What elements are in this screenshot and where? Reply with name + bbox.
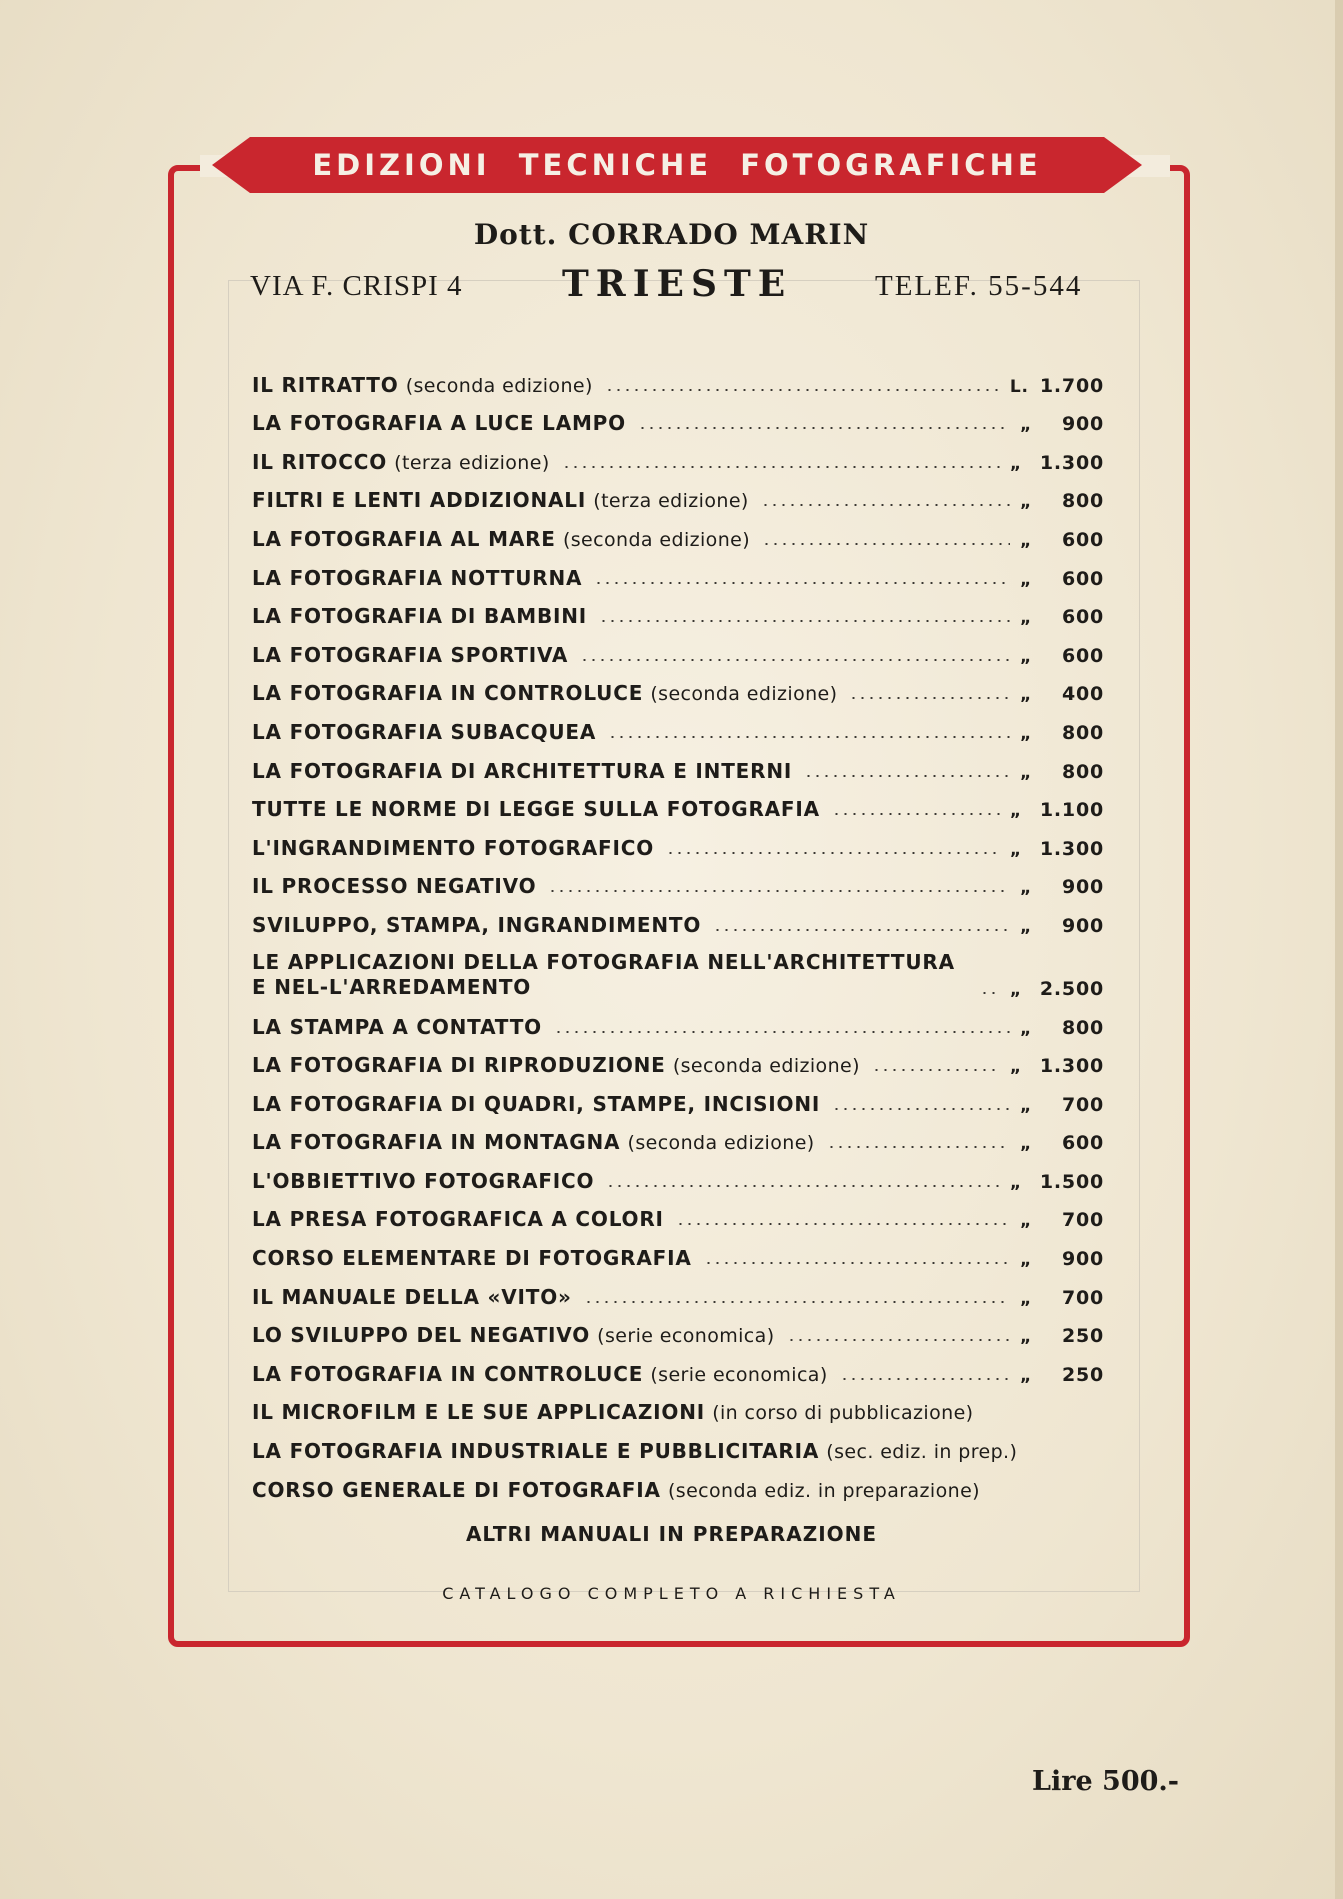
book-row [252,1039,1104,1078]
dot-leader [605,389,1000,391]
book-title: LA FOTOGRAFIA A LUCE LAMPO [252,411,626,436]
book-row [252,358,1104,397]
price-prefix: „ [1020,415,1032,436]
dot-leader [980,992,1000,994]
dot-leader [832,813,1000,815]
book-title-line [252,1207,664,1231]
book-title: LA PRESA FOTOGRAFICA A COLORI [252,1207,664,1232]
book-title: LA FOTOGRAFIA IN MONTAGNA [252,1130,621,1155]
book-row [252,1000,1104,1039]
book-price: 1.300 [1039,451,1104,474]
book-edition-note: (seconda ediz. in preparazione) [667,1479,980,1502]
price-prefix: „ [1020,1134,1032,1155]
book-title-line [252,566,582,590]
book-edition-note: (seconda edizione) [672,1055,860,1078]
book-price: 400 [1061,683,1104,706]
catalog-request-note: CATALOGO COMPLETO A RICHIESTA [442,1584,901,1603]
dot-leader [580,659,1010,661]
book-row [252,1193,1104,1232]
book-edition-note: (terza edizione) [394,451,550,474]
book-price: 600 [1061,1132,1104,1155]
book-edition-note: (serie economica) [650,1363,828,1386]
book-title-line [252,373,593,397]
price-prefix: „ [1020,1095,1032,1116]
book-title-line [252,836,654,860]
book-title: FILTRI E LENTI ADDIZIONALI [252,488,587,513]
book-title-line [252,604,587,628]
book-title: SVILUPPO, STAMPA, INGRANDIMENTO [252,912,702,937]
banner-text: EDIZIONI TECNICHE FOTOGRAFICHE [312,148,1042,182]
book-title: LA FOTOGRAFIA DI ARCHITETTURA E INTERNI [252,758,793,783]
price-prefix: L. [1009,376,1029,397]
price-prefix: „ [1020,762,1032,783]
book-price: 250 [1061,1363,1104,1386]
price-prefix: „ [1020,685,1032,706]
book-row [252,1386,1104,1425]
book-price: 900 [1061,413,1104,436]
book-title-line [252,450,550,474]
book-title-line [252,1015,542,1039]
book-title: L'INGRANDIMENTO FOTOGRAFICO [252,835,655,860]
price-prefix: „ [1009,979,1022,1000]
book-price: 700 [1061,1093,1104,1116]
price-prefix: „ [1009,1057,1022,1078]
dot-leader [594,582,1010,584]
book-title-line [252,681,837,705]
dot-leader [704,1262,1010,1264]
book-row [252,705,1104,744]
dot-leader [872,1069,1000,1071]
book-title-line [252,874,536,898]
book-price: 800 [1061,1016,1104,1039]
book-title: L'OBBIETTIVO FOTOGRAFICO [252,1168,595,1193]
dot-leader [713,929,1010,931]
book-title-line [252,643,568,667]
book-title: LA FOTOGRAFIA DI BAMBINI [252,604,588,629]
book-price: 700 [1061,1286,1104,1309]
book-title-line [252,1092,820,1116]
dot-leader [666,852,1000,854]
book-price: 1.100 [1039,799,1104,822]
book-title: CORSO GENERALE DI FOTOGRAFIA [252,1477,661,1502]
dot-leader [676,1223,1010,1225]
book-title-line [252,1130,815,1154]
dot-leader [840,1378,1010,1380]
book-row [252,1154,1104,1193]
price-prefix: „ [1020,530,1032,551]
publisher-name: Dott. CORRADO MARIN [473,218,870,251]
address-street: VIA F. CRISPI 4 [250,270,463,302]
price-prefix: „ [1009,839,1022,860]
book-row [252,1347,1104,1386]
price-prefix: „ [1020,608,1032,629]
book-row [252,667,1104,706]
book-row [252,551,1104,590]
book-row [252,937,1104,1000]
book-edition-note: (serie economica) [597,1325,775,1348]
price-prefix: „ [1020,492,1032,513]
dot-leader [608,736,1010,738]
book-title: LO SVILUPPO DEL NEGATIVO [252,1323,590,1348]
book-price: 1.500 [1039,1170,1104,1193]
book-list [252,358,1104,1502]
book-row [252,783,1104,822]
book-title: LA FOTOGRAFIA IN CONTROLUCE [252,681,644,706]
dot-leader [849,697,1010,699]
price-prefix: „ [1020,723,1032,744]
book-title-line [252,488,749,512]
book-edition-note: (sec. ediz. in prep.) [826,1441,1018,1464]
book-price: 600 [1061,606,1104,629]
price-prefix: „ [1009,1172,1022,1193]
book-title-line [252,1246,692,1270]
dot-leader [638,427,1010,429]
book-title-line [252,1285,572,1309]
price-prefix: „ [1020,1327,1032,1348]
book-title: IL RITRATTO [252,372,399,397]
dot-leader [599,620,1010,622]
book-row [252,1231,1104,1270]
price-prefix: „ [1020,1211,1032,1232]
cover-price: Lire 500.- [1032,1766,1180,1797]
dot-leader [554,1031,1010,1033]
book-row [252,435,1104,474]
book-row [252,1309,1104,1348]
dot-leader [832,1108,1010,1110]
book-title-line [252,411,626,435]
more-manuals-note: ALTRI MANUALI IN PREPARAZIONE [465,1522,878,1546]
book-title: LE APPLICAZIONI DELLA FOTOGRAFIA NELL'ARCHITETTURA E NEL-L'ARREDAMENTO [252,949,955,999]
book-price: 700 [1061,1209,1104,1232]
book-row [252,860,1104,899]
book-title-line [252,720,596,744]
book-title-line [252,950,968,1000]
price-prefix: „ [1020,569,1032,590]
dot-leader [762,543,1010,545]
book-price: 900 [1061,914,1104,937]
book-edition-note: (seconda edizione) [650,683,838,706]
book-edition-note: (seconda edizione) [405,374,593,397]
book-title: LA FOTOGRAFIA DI RIPRODUZIONE [252,1053,666,1078]
address-city: TRIESTE [562,263,793,305]
book-title-line [252,1400,973,1424]
book-title-line [252,1323,775,1347]
book-price: 800 [1061,760,1104,783]
book-price: 1.300 [1039,1055,1104,1078]
book-price: 2.500 [1039,977,1104,1000]
book-title: LA FOTOGRAFIA SPORTIVA [252,642,569,667]
book-price: 600 [1061,567,1104,590]
book-title-line [252,527,750,551]
page-edge [1335,0,1343,1899]
price-prefix: „ [1020,878,1032,899]
dot-leader [827,1146,1010,1148]
book-title: LA FOTOGRAFIA IN CONTROLUCE [252,1361,644,1386]
price-prefix: „ [1020,1018,1032,1039]
book-title-line [252,1478,980,1502]
book-title: IL RITOCCO [252,449,387,474]
dot-leader [761,504,1010,506]
book-price: 900 [1061,876,1104,899]
book-title: LA FOTOGRAFIA NOTTURNA [252,565,583,590]
book-edition-note: (in corso di pubblicazione) [712,1402,974,1425]
book-price: 250 [1061,1325,1104,1348]
price-prefix: „ [1020,1288,1032,1309]
book-edition-note: (terza edizione) [593,490,749,513]
price-prefix: „ [1009,453,1022,474]
book-price: 1.300 [1039,837,1104,860]
book-edition-note: (seconda edizione) [562,528,751,551]
book-price: 1.700 [1039,374,1104,397]
book-title: CORSO ELEMENTARE DI FOTOGRAFIA [252,1246,692,1271]
price-prefix: „ [1020,646,1032,667]
book-title: LA FOTOGRAFIA SUBACQUEA [252,719,597,744]
book-price: 900 [1061,1248,1104,1271]
book-title-line [252,1053,860,1077]
book-price: 800 [1061,490,1104,513]
book-title-line [252,797,820,821]
price-prefix: „ [1020,1250,1032,1271]
book-row [252,1424,1104,1463]
book-title: IL MANUALE DELLA «VITO» [252,1284,572,1309]
price-prefix: „ [1020,1365,1032,1386]
book-title: IL MICROFILM E LE SUE APPLICAZIONI [252,1400,706,1425]
book-row [252,1270,1104,1309]
price-prefix: „ [1009,801,1022,822]
dot-leader [584,1301,1010,1303]
book-title: LA FOTOGRAFIA AL MARE [252,526,556,551]
book-row [252,744,1104,783]
dot-leader [606,1185,1000,1187]
book-row [252,628,1104,667]
book-row [252,1463,1104,1502]
book-title: LA STAMPA A CONTATTO [252,1014,542,1039]
book-title-line [252,1439,1017,1463]
dot-leader [548,890,1010,892]
book-row [252,898,1104,937]
book-row [252,1116,1104,1155]
book-edition-note: (seconda edizione) [627,1132,815,1155]
book-row [252,512,1104,551]
dot-leader [804,775,1010,777]
dot-leader [787,1339,1010,1341]
book-title-line [252,913,701,937]
book-title-line [252,1362,828,1386]
book-row [252,590,1104,629]
book-title-line [252,759,792,783]
book-title-line [252,1169,594,1193]
dot-leader [562,466,1000,468]
book-price: 800 [1061,721,1104,744]
book-row [252,474,1104,513]
book-title: IL PROCESSO NEGATIVO [252,874,537,899]
book-title: LA FOTOGRAFIA DI QUADRI, STAMPE, INCISIONI [252,1091,821,1116]
book-price: 600 [1061,528,1104,551]
book-title: TUTTE LE NORME DI LEGGE SULLA FOTOGRAFIA [252,797,820,822]
book-row [252,1077,1104,1116]
publisher-banner [212,137,1142,193]
book-price: 600 [1061,644,1104,667]
address-phone: TELEF. 55-544 [875,270,1083,302]
book-row [252,821,1104,860]
price-prefix: „ [1020,916,1032,937]
book-title: LA FOTOGRAFIA INDUSTRIALE E PUBBLICITARIA [252,1439,820,1464]
book-row [252,397,1104,436]
